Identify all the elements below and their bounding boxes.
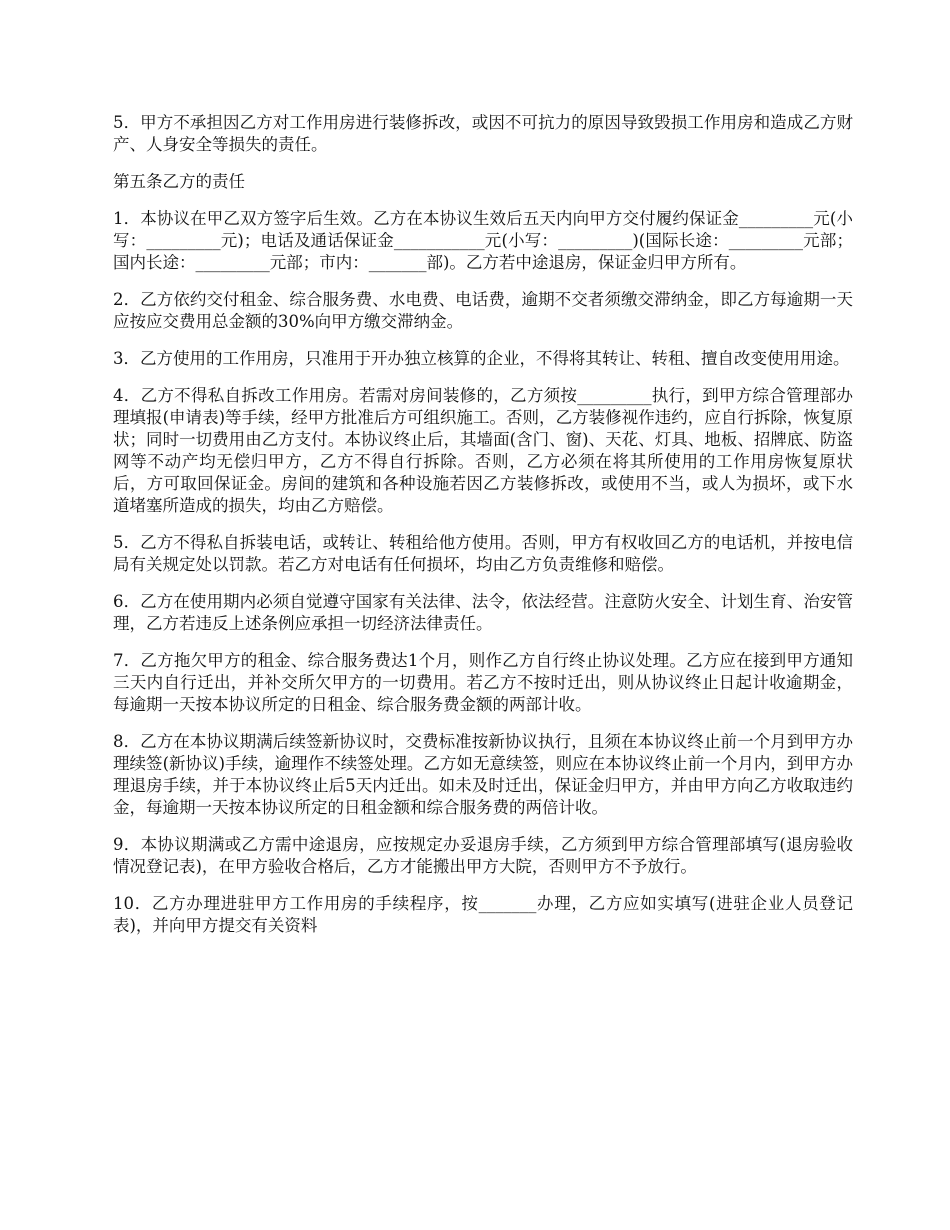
clause-paragraph: 6．乙方在使用期内必须自觉遵守国家有关法律、法令，依法经营。注意防火安全、计划生育、治安管理，乙方若违反上述条例应承担一切经济法律责任。 xyxy=(113,592,853,633)
clause-paragraph: 1．本协议在甲乙双方签字后生效。乙方在本协议生效后五天内向甲方交付履约保证金_________元(小写：_________元)；电话及通话保证金___________元(小写：_________)(国际长途：_________元部；国内长途：_________元部；市内：_______部)。乙方若中途退房，保证金归甲方所有。 xyxy=(113,209,853,272)
clause-paragraph: 5．甲方不承担因乙方对工作用房进行装修拆改，或因不可抗力的原因导致毁损工作用房和造成乙方财产、人身安全等损失的责任。 xyxy=(113,113,853,154)
clause-paragraph: 10．乙方办理进驻甲方工作用房的手续程序，按_______办理，乙方应如实填写(进驻企业人员登记表)，并向甲方提交有关资料 xyxy=(113,894,853,935)
clause-paragraph: 8．乙方在本协议期满后续签新协议时，交费标准按新协议执行，且须在本协议终止前一个月到甲方办理续签(新协议)手续，逾理作不续签处理。乙方如无意续签，则应在本协议终止前一个月内，到甲方办理退房手续，并于本协议终止后5天内迁出。如未及时迁出，保证金归甲方，并由甲方向乙方收取违约金，每逾期一天按本协议所定的日租金额和综合服务费的两倍计收。 xyxy=(113,732,853,817)
clause-paragraph: 4．乙方不得私自拆改工作用房。若需对房间装修的，乙方须按_________执行，到甲方综合管理部办理填报(申请表)等手续，经甲方批准后方可组织施工。否则，乙方装修视作违约，应自行拆除，恢复原状；同时一切费用由乙方支付。本协议终止后，其墙面(含门、窗)、天花、灯具、地板、招牌底、防盗网等不动产均无偿归甲方，乙方不得自行拆除。否则，乙方必须在将其所使用的工作用房恢复原状后，方可取回保证金。房间的建筑和各种设施若因乙方装修拆改，或使用不当，或人为损坏，或下水道堵塞所造成的损失，均由乙方赔偿。 xyxy=(113,386,853,515)
document-body xyxy=(113,112,853,952)
clause-paragraph: 2．乙方依约交付租金、综合服务费、水电费、电话费，逾期不交者须缴交滞纳金，即乙方每逾期一天应按应交费用总金额的30%向甲方缴交滞纳金。 xyxy=(113,290,853,331)
clause-paragraph: 5．乙方不得私自拆装电话，或转让、转租给他方使用。否则，甲方有权收回乙方的电话机，并按电信局有关规定处以罚款。若乙方对电话有任何损坏，均由乙方负责维修和赔偿。 xyxy=(113,533,853,574)
clause-paragraph: 7．乙方拖欠甲方的租金、综合服务费达1个月，则作乙方自行终止协议处理。乙方应在接到甲方通知三天内自行迁出，并补交所欠甲方的一切费用。若乙方不按时迁出，则从协议终止日起计收逾期金，每逾期一天按本协议所定的日租金、综合服务费金额的两部计收。 xyxy=(113,651,853,714)
clause-paragraph: 3．乙方使用的工作用房，只准用于开办独立核算的企业，不得将其转让、转租、擅自改变使用用途。 xyxy=(113,349,850,368)
clause-paragraph: 9．本协议期满或乙方需中途退房，应按规定办妥退房手续，乙方须到甲方综合管理部填写(退房验收情况登记表)，在甲方验收合格后，乙方才能搬出甲方大院，否则甲方不予放行。 xyxy=(113,835,853,876)
section-heading: 第五条乙方的责任 xyxy=(113,172,245,191)
